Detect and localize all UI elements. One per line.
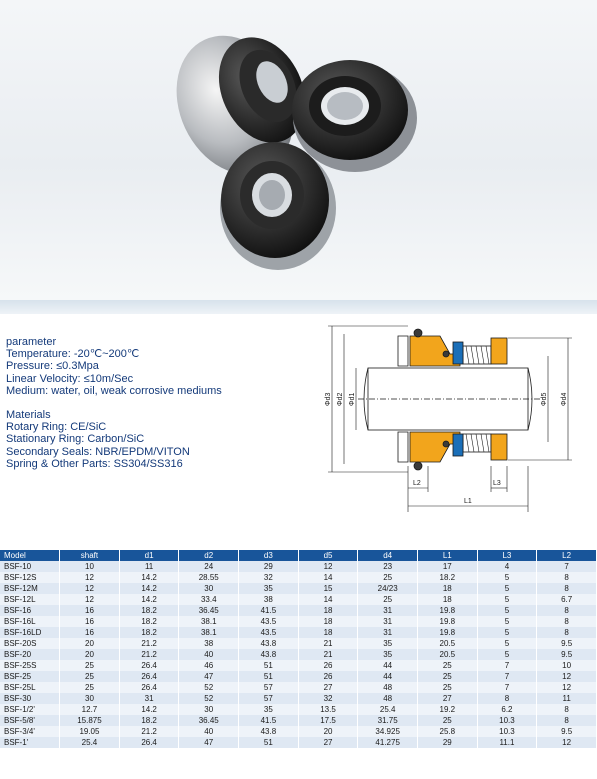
table-cell: 10	[537, 660, 597, 671]
table-cell: BSF-12S	[0, 572, 60, 583]
table-cell: 16	[60, 616, 120, 627]
table-cell: 12.7	[60, 704, 120, 715]
table-cell: 6.2	[477, 704, 537, 715]
table-cell: BSF-10	[0, 561, 60, 572]
table-row	[0, 594, 597, 605]
table-row	[0, 737, 597, 748]
table-cell: 26.4	[119, 660, 179, 671]
table-cell: BSF-20	[0, 649, 60, 660]
column-header: d1	[119, 550, 179, 561]
table-cell: 43.8	[239, 638, 299, 649]
table-cell: 4	[477, 561, 537, 572]
material-line: Secondary Seals: NBR/EPDM/VITON	[6, 445, 190, 458]
table-cell: 18	[417, 583, 477, 594]
table-cell: 47	[179, 671, 239, 682]
table-cell: 31	[358, 605, 418, 616]
column-header: Model	[0, 550, 60, 561]
table-cell: 25	[417, 682, 477, 693]
table-cell: 16	[60, 605, 120, 616]
table-cell: 19.8	[417, 605, 477, 616]
table-cell: 12	[60, 594, 120, 605]
table-cell: 14	[298, 594, 358, 605]
table-cell: 5	[477, 583, 537, 594]
table-row	[0, 660, 597, 671]
table-cell: 31.75	[358, 715, 418, 726]
table-cell: 18.2	[119, 715, 179, 726]
table-cell: 14.2	[119, 572, 179, 583]
column-header: d4	[358, 550, 418, 561]
table-cell: 43.8	[239, 726, 299, 737]
table-cell: 11	[537, 693, 597, 704]
table-cell: 35	[358, 649, 418, 660]
dim-d2-label: Φd2	[337, 392, 344, 406]
table-cell: 10.3	[477, 726, 537, 737]
table-cell: BSF-20S	[0, 638, 60, 649]
table-cell: 19.2	[417, 704, 477, 715]
table-cell: 48	[358, 682, 418, 693]
table-cell: BSF-12M	[0, 583, 60, 594]
table-cell: 25.4	[358, 704, 418, 715]
table-cell: 8	[537, 605, 597, 616]
dim-d3-label: Φd3	[325, 392, 332, 406]
parameter-line: Temperature: -20℃~200℃	[6, 348, 140, 361]
table-cell: 5	[477, 572, 537, 583]
table-row	[0, 726, 597, 737]
seal-rubber-face	[292, 60, 417, 172]
dim-l3-label: L3	[493, 480, 501, 487]
table-cell: 8	[477, 693, 537, 704]
table-cell: 18.2	[119, 627, 179, 638]
table-cell: 19.8	[417, 616, 477, 627]
technical-drawing	[318, 316, 594, 516]
table-cell: 18.2	[119, 605, 179, 616]
table-cell: 25.4	[60, 737, 120, 748]
table-row	[0, 693, 597, 704]
table-cell: 34.925	[358, 726, 418, 737]
table-cell: 14.2	[119, 704, 179, 715]
table-cell: 20.5	[417, 638, 477, 649]
table-cell: 18	[298, 627, 358, 638]
material-line: Stationary Ring: Carbon/SiC	[6, 433, 145, 446]
table-cell: 12	[60, 583, 120, 594]
specifications-text	[6, 336, 306, 470]
table-cell: 14.2	[119, 594, 179, 605]
column-header: d5	[298, 550, 358, 561]
table-cell: 32	[298, 693, 358, 704]
table-cell: 9.5	[537, 638, 597, 649]
parameter-line: Medium: water, oil, weak corrosive mediums	[6, 384, 222, 397]
table-cell: 21.2	[119, 638, 179, 649]
column-header: L3	[477, 550, 537, 561]
table-cell: 35	[239, 583, 299, 594]
table-body	[0, 561, 597, 748]
table-row	[0, 682, 597, 693]
column-header: L1	[417, 550, 477, 561]
table-cell: 26	[298, 671, 358, 682]
table-cell: 29	[417, 737, 477, 748]
table-cell: 17.5	[298, 715, 358, 726]
table-cell: BSF-5/8'	[0, 715, 60, 726]
table-cell: 25	[417, 671, 477, 682]
table-cell: 52	[179, 693, 239, 704]
table-cell: BSF-30	[0, 693, 60, 704]
column-header: d2	[179, 550, 239, 561]
table-cell: 17	[417, 561, 477, 572]
dim-l2-label: L2	[413, 480, 421, 487]
table-cell: 26.4	[119, 737, 179, 748]
table-cell: 21.2	[119, 649, 179, 660]
dim-d4-label: Φd4	[561, 392, 568, 406]
table-cell: 44	[358, 671, 418, 682]
materials-heading: Materials	[6, 409, 51, 422]
table-cell: 35	[239, 704, 299, 715]
table-cell: 30	[179, 583, 239, 594]
table-cell: 8	[537, 715, 597, 726]
table-cell: 57	[239, 682, 299, 693]
table-cell: 40	[179, 726, 239, 737]
table-cell: 11	[119, 561, 179, 572]
table-cell: 47	[179, 737, 239, 748]
table-cell: BSF-25S	[0, 660, 60, 671]
table-cell: 12	[298, 561, 358, 572]
table-cell: 38	[179, 638, 239, 649]
table-cell: 26	[298, 660, 358, 671]
table-cell: 24/23	[358, 583, 418, 594]
table-cell: 25	[358, 572, 418, 583]
table-cell: 35	[358, 638, 418, 649]
table-cell: 21	[298, 649, 358, 660]
table-row	[0, 627, 597, 638]
table-cell: 15	[298, 583, 358, 594]
table-cell: 33.4	[179, 594, 239, 605]
table-cell: 5	[477, 627, 537, 638]
table-cell: 15.875	[60, 715, 120, 726]
table-cell: 25	[417, 715, 477, 726]
divider-band	[0, 300, 597, 314]
table-cell: 18.2	[119, 616, 179, 627]
table-cell: 5	[477, 594, 537, 605]
material-line: Spring & Other Parts: SS304/SS316	[6, 457, 183, 470]
table-cell: 18	[417, 594, 477, 605]
table-cell: 13.5	[298, 704, 358, 715]
table-cell: 26.4	[119, 671, 179, 682]
table-cell: 9.5	[537, 649, 597, 660]
table-cell: 8	[537, 572, 597, 583]
table-cell: 18.2	[417, 572, 477, 583]
table-cell: 41.275	[358, 737, 418, 748]
table-cell: 36.45	[179, 715, 239, 726]
parameter-line: Pressure: ≤0.3Mpa	[6, 360, 99, 373]
table-cell: 36.45	[179, 605, 239, 616]
table-cell: 44	[358, 660, 418, 671]
table-cell: BSF-16	[0, 605, 60, 616]
table-cell: 7	[477, 671, 537, 682]
mechanical-seal-photo	[0, 0, 597, 300]
table-header-row	[0, 550, 597, 561]
table-cell: 12	[537, 671, 597, 682]
table-cell: 20	[60, 638, 120, 649]
table-cell: 24	[179, 561, 239, 572]
table-cell: 5	[477, 649, 537, 660]
table-cell: 25	[60, 682, 120, 693]
table-cell: 12	[60, 572, 120, 583]
table-cell: 18	[298, 616, 358, 627]
table-row	[0, 583, 597, 594]
table-cell: 31	[358, 627, 418, 638]
material-line: Rotary Ring: CE/SiC	[6, 421, 107, 434]
table-row	[0, 649, 597, 660]
table-cell: 41.5	[239, 605, 299, 616]
table-cell: 12	[537, 737, 597, 748]
table-row	[0, 605, 597, 616]
table-cell: 11.1	[477, 737, 537, 748]
table-row	[0, 671, 597, 682]
table-cell: 20.5	[417, 649, 477, 660]
table-cell: 38.1	[179, 627, 239, 638]
table-cell: 5	[477, 605, 537, 616]
table-cell: BSF-16L	[0, 616, 60, 627]
table-cell: BSF-12L	[0, 594, 60, 605]
table-cell: 43.8	[239, 649, 299, 660]
table-cell: 26.4	[119, 682, 179, 693]
table-cell: 25.8	[417, 726, 477, 737]
table-cell: 27	[298, 737, 358, 748]
table-cell: 8	[537, 627, 597, 638]
table-cell: 52	[179, 682, 239, 693]
table-cell: 30	[60, 693, 120, 704]
table-cell: 40	[179, 649, 239, 660]
table-row	[0, 561, 597, 572]
parameter-line: Linear Velocity: ≤10m/Sec	[6, 372, 134, 385]
table-cell: 21	[298, 638, 358, 649]
dim-d5-label: Φd5	[541, 392, 548, 406]
table-cell: 48	[358, 693, 418, 704]
table-cell: 21.2	[119, 726, 179, 737]
table-cell: 27	[417, 693, 477, 704]
table-cell: 12	[537, 682, 597, 693]
table-cell: 41.5	[239, 715, 299, 726]
parameter-heading: parameter	[6, 336, 57, 348]
table-row	[0, 572, 597, 583]
table-cell: 30	[179, 704, 239, 715]
table-cell: 46	[179, 660, 239, 671]
table-cell: 7	[537, 561, 597, 572]
table-cell: 23	[358, 561, 418, 572]
table-cell: 14	[298, 572, 358, 583]
dim-l1-label: L1	[464, 498, 472, 505]
table-cell: 5	[477, 616, 537, 627]
table-cell: 8	[537, 616, 597, 627]
table-cell: 7	[477, 660, 537, 671]
table-cell: 25	[417, 660, 477, 671]
table-cell: 27	[298, 682, 358, 693]
product-photo	[0, 0, 597, 300]
table-cell: 38	[239, 594, 299, 605]
table-cell: BSF-3/4'	[0, 726, 60, 737]
table-cell: 19.8	[417, 627, 477, 638]
table-cell: 51	[239, 737, 299, 748]
table-row	[0, 638, 597, 649]
specification-table	[0, 550, 597, 748]
table-cell: 29	[239, 561, 299, 572]
table-cell: 28.55	[179, 572, 239, 583]
table-cell: 5	[477, 638, 537, 649]
table-cell: 16	[60, 627, 120, 638]
table-cell: 25	[60, 671, 120, 682]
table-cell: 25	[358, 594, 418, 605]
table-cell: 10	[60, 561, 120, 572]
column-header: d3	[239, 550, 299, 561]
dim-d1-label: Φd1	[349, 392, 356, 406]
table-cell: 31	[119, 693, 179, 704]
table-cell: 8	[537, 704, 597, 715]
table-row	[0, 715, 597, 726]
table-cell: 7	[477, 682, 537, 693]
table-cell: 57	[239, 693, 299, 704]
table-cell: 20	[298, 726, 358, 737]
table-cell: BSF-16LD	[0, 627, 60, 638]
column-header: L2	[537, 550, 597, 561]
column-header: shaft	[60, 550, 120, 561]
table-cell: 43.5	[239, 627, 299, 638]
table-cell: 8	[537, 583, 597, 594]
table-cell: 9.5	[537, 726, 597, 737]
table-cell: BSF-25L	[0, 682, 60, 693]
table-cell: 38.1	[179, 616, 239, 627]
table-row	[0, 616, 597, 627]
table-cell: BSF-1/2'	[0, 704, 60, 715]
table-cell: 32	[239, 572, 299, 583]
table-cell: 31	[358, 616, 418, 627]
table-cell: BSF-25	[0, 671, 60, 682]
table-cell: 14.2	[119, 583, 179, 594]
table-cell: 10.3	[477, 715, 537, 726]
table-cell: 51	[239, 660, 299, 671]
table-cell: 43.5	[239, 616, 299, 627]
table-cell: 6.7	[537, 594, 597, 605]
table-cell: 51	[239, 671, 299, 682]
table-cell: 20	[60, 649, 120, 660]
table-row	[0, 704, 597, 715]
table-cell: BSF-1'	[0, 737, 60, 748]
table-cell: 25	[60, 660, 120, 671]
table-cell: 18	[298, 605, 358, 616]
table-cell: 19.05	[60, 726, 120, 737]
